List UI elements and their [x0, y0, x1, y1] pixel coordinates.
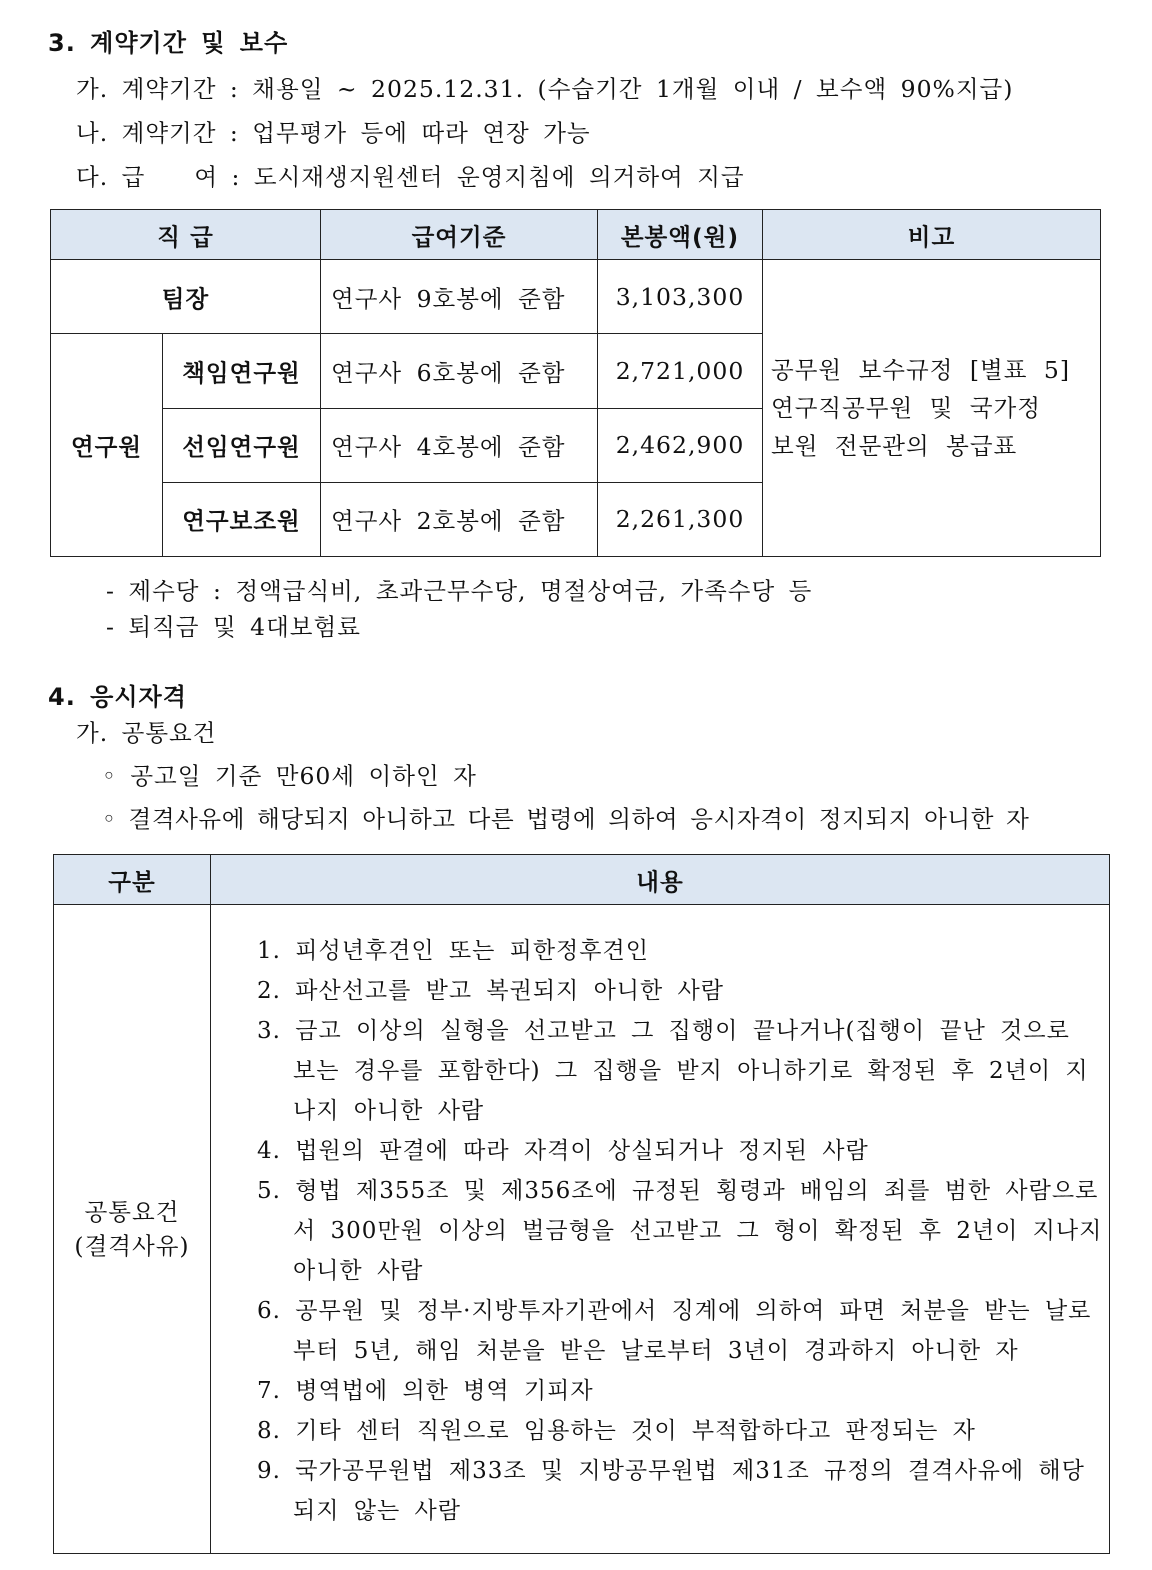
pay-note-cell — [763, 260, 1101, 557]
pay-header-rank: 직 급 — [51, 210, 321, 260]
pay-header-note: 비고 — [763, 210, 1101, 260]
disq-item: 3. 금고 이상의 실형을 선고받고 그 집행이 끝나거나(집행이 끝난 것으로 보는 경우를 포함한다) 그 집행을 받지 아니하기로 확정된 후 2년이 지나지 아니한 사람 — [257, 1018, 1089, 1124]
disq-item: 4. 법원의 판결에 따라 자격이 상실되거나 정지된 사람 — [257, 1138, 869, 1164]
section3-heading: 3. 계약기간 및 보수 — [48, 29, 289, 57]
requirement-bullet: ◦ 공고일 기준 만60세 이하인 자 — [102, 762, 477, 790]
requirement-bullet: ◦ 결격사유에 해당되지 아니하고 다른 법령에 의하여 응시자격이 정지되지 아니한 자 — [102, 805, 1030, 833]
rank-assistant-researcher: 연구보조원 — [163, 482, 321, 556]
severance-line: - 퇴직금 및 4대보험료 — [106, 613, 361, 641]
section4-heading: 4. 응시자격 — [48, 683, 187, 711]
disq-content-cell — [211, 905, 1110, 1554]
disq-items-list — [211, 905, 1109, 1553]
disq-item: 5. 형법 제355조 및 제356조에 규정된 횡령과 배임의 죄를 범한 사람으로서 300만원 이상의 벌금형을 선고받고 그 형이 확정된 후 2년이 지나지 아니한 사람 — [257, 1178, 1103, 1284]
disq-category-cell — [54, 905, 211, 1554]
disq-item: 7. 병역법에 의한 병역 기피자 — [257, 1378, 594, 1404]
disq-item: 8. 기타 센터 직원으로 임용하는 것이 부적합하다고 판정되는 자 — [257, 1418, 976, 1444]
salary-line: 다. 급 여 : 도시재생지원센터 운영지침에 의거하여 지급 — [76, 163, 745, 191]
disq-item: 1. 피성년후견인 또는 피한정후견인 — [257, 938, 649, 964]
disq-category-sublabel: (결격사유) — [74, 1232, 190, 1260]
pay-header-amount: 본봉액(원) — [598, 210, 763, 260]
disqualification-table — [53, 854, 1110, 1554]
pay-header-basis: 급여기준 — [321, 210, 598, 260]
pay-note-line: 연구직공무원 및 국가정 — [771, 394, 1041, 423]
contract-period-line: 가. 계약기간 : 채용일 ~ 2025.12.31. (수습기간 1개월 이내 / 보수액 90%지급) — [76, 75, 1014, 103]
basis-assistant-researcher: 연구사 2호봉에 준함 — [321, 482, 598, 556]
rank-group-researcher: 연구원 — [51, 334, 163, 557]
disq-item: 6. 공무원 및 정부·지방투자기관에서 징계에 의하여 파면 처분을 받는 날로부터 5년, 해임 처분을 받은 날로부터 3년이 경과하지 아니한 자 — [257, 1298, 1092, 1364]
amount-lead-researcher: 2,462,900 — [598, 408, 763, 482]
disq-header-category: 구분 — [54, 855, 211, 905]
pay-note-line: 공무원 보수규정 [별표 5] — [771, 356, 1071, 385]
contract-extension-line: 나. 계약기간 : 업무평가 등에 따라 연장 가능 — [76, 119, 591, 147]
amount-team-lead: 3,103,300 — [598, 260, 763, 334]
amount-senior-researcher: 2,721,000 — [598, 334, 763, 408]
rank-team-lead: 팀장 — [51, 260, 321, 334]
common-requirements-subheading: 가. 공통요건 — [76, 719, 217, 747]
disq-header-content: 내용 — [211, 855, 1110, 905]
basis-senior-researcher: 연구사 6호봉에 준함 — [321, 334, 598, 408]
allowance-line: - 제수당 : 정액급식비, 초과근무수당, 명절상여금, 가족수당 등 — [106, 577, 813, 605]
rank-lead-researcher: 선임연구원 — [163, 408, 321, 482]
disq-item: 9. 국가공무원법 제33조 및 지방공무원법 제31조 규정의 결격사유에 해당되지 않는 사람 — [257, 1458, 1085, 1524]
pay-table — [50, 209, 1101, 557]
disq-item: 2. 파산선고를 받고 복권되지 아니한 사람 — [257, 978, 724, 1004]
pay-note-line: 보원 전문관의 봉급표 — [771, 432, 1018, 461]
basis-team-lead: 연구사 9호봉에 준함 — [321, 260, 598, 334]
amount-assistant-researcher: 2,261,300 — [598, 482, 763, 556]
basis-lead-researcher: 연구사 4호봉에 준함 — [321, 408, 598, 482]
rank-senior-researcher: 책임연구원 — [163, 334, 321, 408]
disq-category-label: 공통요건 — [84, 1198, 180, 1226]
